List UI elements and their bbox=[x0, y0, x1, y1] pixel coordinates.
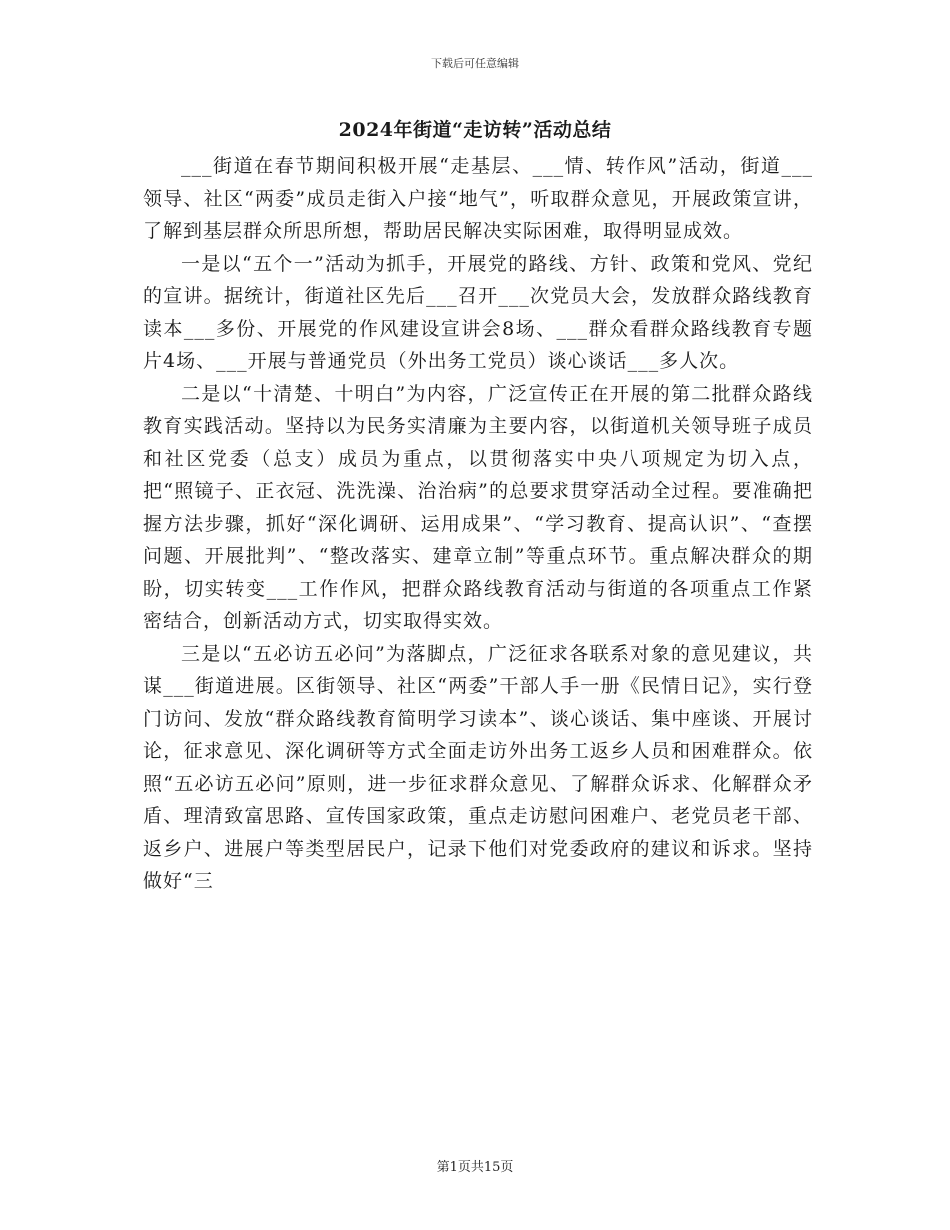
paragraph-intro: ___街道在春节期间积极开展“走基层、___情、转作风”活动，街道___领导、社区“两委”成员走街入户接“地气”，听取群众意见，开展政策宣讲，了解到基层群众所思所想，帮助居民解决实际困难，取得明显成效。 bbox=[143, 155, 813, 242]
header-note: 下载后可任意编辑 bbox=[431, 57, 519, 70]
paragraph-point-three: 三是以“五必访五必问”为落脚点，广泛征求各联系对象的意见建议，共谋___街道进展。区街领导、社区“两委”干部人手一册《民情日记》，实行登门访问、发放“群众路线教育简明学习读本”、谈心谈话、集中座谈、开展讨论，征求意见、深化调研等方式全面走访外出务工返乡人员和困难群众。依照“五必访五必问”原则，进一步征求群众意见、了解群众诉求、化解群众矛盾、理清致富思路、宣传国家政策，重点走访慰问困难户、老党员老干部、返乡户、进展户等类型居民户，记录下他们对党委政府的建议和诉求。坚持做好“三 bbox=[143, 642, 813, 892]
document-title: 2024年街道“走访转”活动总结 bbox=[338, 119, 612, 141]
paragraph-point-two: 二是以“十清楚、十明白”为内容，广泛宣传正在开展的第二批群众路线教育实践活动。坚持以为民务实清廉为主要内容，以街道机关领导班子成员和社区党委（总支）成员为重点，以贯彻落实中央八项规定为切入点，把“照镜子、正衣冠、洗洗澡、治治病”的总要求贯穿活动全过程。要准确把握方法步骤，抓好“深化调研、运用成果”、“学习教育、提高认识”、“查摆问题、开展批判”、“整改落实、建章立制”等重点环节。重点解决群众的期盼，切实转变___工作作风，把群众路线教育活动与街道的各项重点工作紧密结合，创新活动方式，切实取得实效。 bbox=[143, 382, 813, 632]
paragraph-point-one: 一是以“五个一”活动为抓手，开展党的路线、方针、政策和党风、党纪的宣讲。据统计，街道社区先后___召开___次党员大会，发放群众路线教育读本___多份、开展党的作风建设宣讲会8场、___群众看群众路线教育专题片4场、___开展与普通党员（外出务工党员）谈心谈话___多人次。 bbox=[143, 252, 813, 372]
page-number: 第1页共15页 bbox=[436, 1160, 514, 1175]
document-body bbox=[143, 150, 813, 898]
